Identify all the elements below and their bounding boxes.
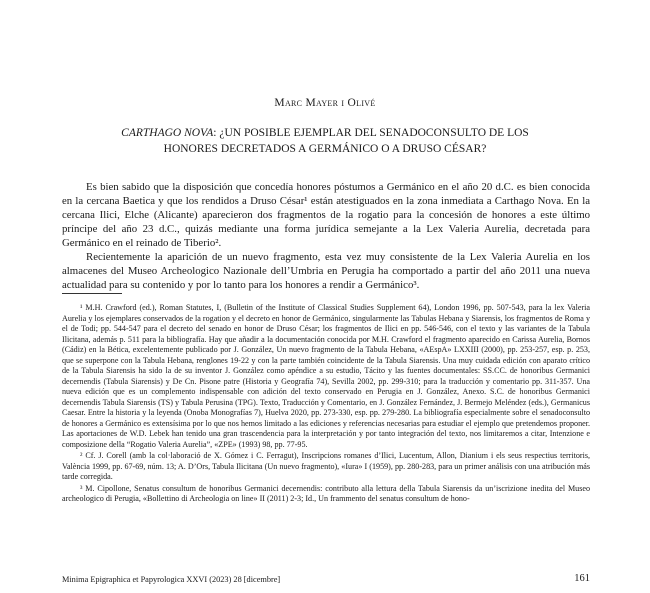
footnote-1: ¹ M.H. Crawford (ed.), Roman Statutes, I, (Bulletin of the Institute of Classical Studies Supplement 64), London 1996, pp. 507-543, para la lex Valeria Aurelia y los ejemplares conservados de la rogation y el decreto en honor de Germánico, singularmente las Tabulas Hebana y Siarensis, los fragmentos de Roma y el de Todi; pp. 544-547 para el decreto del senado en honor de Druso César; los fragmentos de Ilici en pp. 546-546, con el texto y las variantes de la Tabula Ilicitana, además p. 511 para la bibliografía. Hay que añadir a la documentación conocida por M.H. Crawford el fragmento aparecido en Carissa Aurelia, Bornos (Cádiz) en la Bética, excelentemente publicado por J. González, Un nuevo fragmento de la Tabula Hebana, «AEspA» LXXIII (2000), pp. 253-257, esp. p. 253, que se superpone con la Tabula Hebana, renglones 19-22 y con la parte también coincidente de la Tabula Siarensis. Una muy cuidada edición con aparato crítico de la Tabula Siarensis ha sido la de su inventor J. González como apéndice a su estudio, Tácito y las fuentes documentales: SS.CC. de honoribus Germanici decernendis (Tabula Siarensis) y De Cn. Pisone patre (Historia y Geografía 74), Sevilla 2002, pp. 299-310; para la traducción y comentario pp. 311-357. Una nueva edición que es un complemento indispensable con adición del texto conservado en Perugia en J. González, Anexo. S.C. de honoribus Germanici decernendis Tabula Siarensis (TS) y Tabula Perusina (TPG). Texto, Traducción y Comentario, en J. González Fernández, J. Bermejo Meléndez (eds.), Germanicus Caesar. Entre la historia y la leyenda (Onoba Monografías 7), Huelva 2020, pp. 273-330, esp. pp. 279-280. La bibliografía especialmente sobre el senadoconsulto de honores a Germánico es extensísima por lo que nos hemos limitado a las ediciones y referencias necesarias para estudiar el ejemplo que pretendemos proponer. Las aportaciones de W.D. Lebek han tenido una gran trascendencia para la interpretación y por tanto integración del texto, nos limitaremos a citar, Intenzione e composizione della “Rogatio Valeria Aurelia”, «ZPE» (1993) 98, pp. 77-95. [62,303,590,449]
footnotes [62,303,590,506]
paragraph-1: Es bien sabido que la disposición que concedía honores póstumos a Germánico en el año 20 d.C. es bien conocida en la cercana Baetica y que los rendidos a Druso César¹ están atestiguados en la zona inmediata a Carthago Nova. En la cercana Ilici, Elche (Alicante) aparecieron dos fragmentos de la rogatio para la concesión de honores a este último príncipe del año 23 d.C., quizás mediante una forma jurídica semejante a la Lex Valeria Aurelia, decretada para Germánico en el reinado de Tiberio². [62,181,590,249]
paragraph-2: Recientemente la aparición de un nuevo fragmento, esta vez muy consistente de la Lex Valeria Aurelia en los almacenes del Museo Archeologico Nazionale dell’Umbria en Perugia ha comportado a partir del año 2011 una nueva actualidad para su contenido y por lo tanto para los honores a rendir a Germánico³. [62,251,590,291]
author-name: Marc Mayer i Olivé [274,97,376,109]
title-line2: HONORES DECRETADOS A GERMÁNICO O A DRUSO CÉSAR? [163,143,487,155]
journal-footer: Minima Epigraphica et Papyrologica XXVI (2023) 28 [dicembre] [62,575,281,584]
title-italic-part: CARTHAGO NOVA [121,127,214,139]
page-number: 161 [574,573,590,584]
article-title [60,125,590,157]
footnote-2: ² Cf. J. Corell (amb la col·laboració de X. Gómez i C. Ferragut), Inscripcions romanes d’Ilici, Lucentum, Allon, Dianium i els seus respectius territoris, València 1999, pp. 67-69, núm. 13; A. D’Ors, Tabula Ilicitana (Un nuevo fragmento), «Iura» I (1959), pp. 280-283, para un primer análisis con una atribución más tarde corregida. [62,451,590,481]
footnote-divider [62,293,122,294]
title-line1-rest: : ¿UN POSIBLE EJEMPLAR DEL SENADOCONSULTO DE LOS [213,127,529,139]
body-text [62,180,590,292]
footnote-3: ³ M. Cipollone, Senatus consultum de honoribus Germanici decernendis: contributo alla lettura della Tabula Siarensis da un’iscrizione inedita del Museo archeologico di Perugia, «Bollettino di Archeologia on line» II (2011) 2-3; Id., Un frammento del senatus consultum de hono- [62,483,590,503]
